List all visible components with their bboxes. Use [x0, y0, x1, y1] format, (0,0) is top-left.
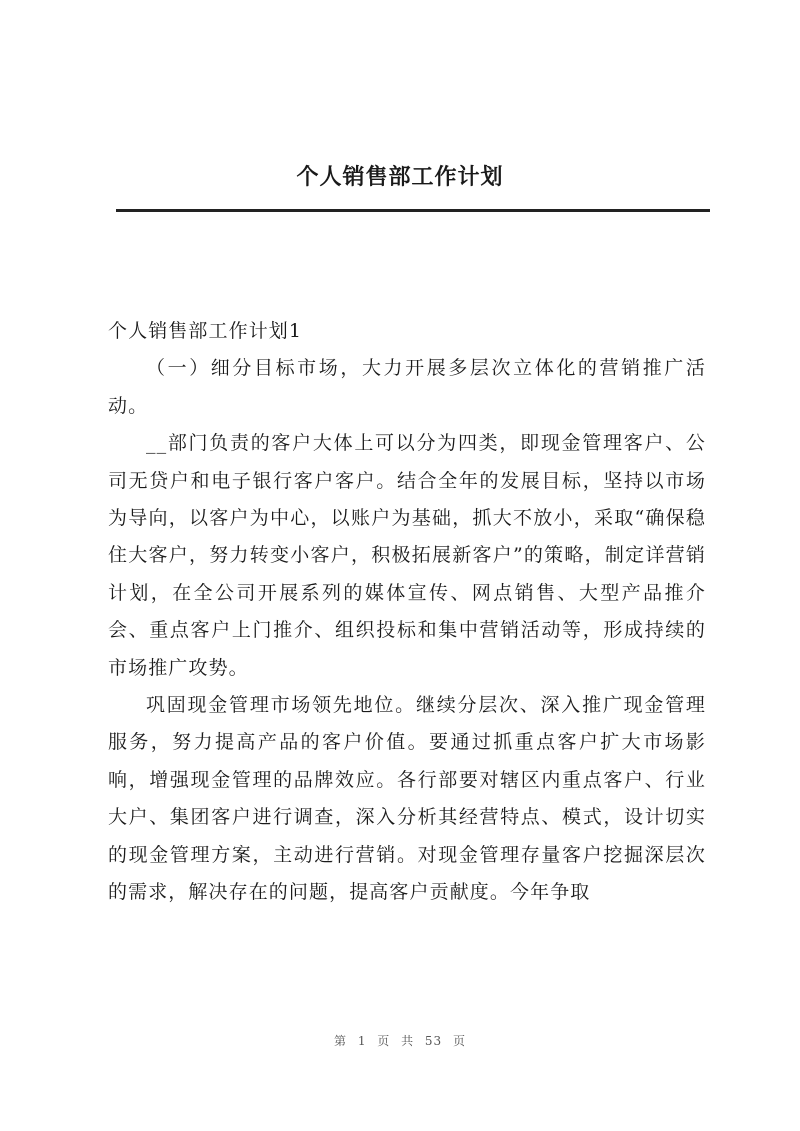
document-title: 个人销售部工作计划 [296, 164, 504, 190]
page-number-footer: 第 1 页 共 53 页 [334, 1034, 466, 1048]
paragraph: 巩固现金管理市场领先地位。继续分层次、深入推广现金管理服务，努力提高产品的客户价值。要通过抓重点客户扩大市场影响，增强现金管理的品牌效应。各行部要对辖区内重点客户、行业大户、集团客户进行调查，深入分析其经营特点、模式，设计切实的现金管理方案，主动进行营销。对现金管理存量客户挖掘深层次的需求，解决存在的问题，提高客户贡献度。今年争取 [108, 694, 706, 904]
title-underline [116, 209, 710, 212]
paragraph-subheading: （一）细分目标市场，大力开展多层次立体化的营销推广活动。 [108, 357, 706, 417]
section-heading: 个人销售部工作计划1 [108, 320, 303, 342]
paragraph: __部门负责的客户大体上可以分为四类，即现金管理客户、公司无贷户和电子银行客户客户。结合全年的发展目标，坚持以市场为导向，以客户为中心，以账户为基础，抓大不放小，采取“确保稳住大客户，努力转变小客户，积极拓展新客户”的策略，制定详营销计划，在全公司开展系列的媒体宣传、网点销售、大型产品推介会、重点客户上门推介、组织投标和集中营销活动等，形成持续的市场推广攻势。 [108, 432, 706, 679]
document-body [108, 313, 706, 912]
